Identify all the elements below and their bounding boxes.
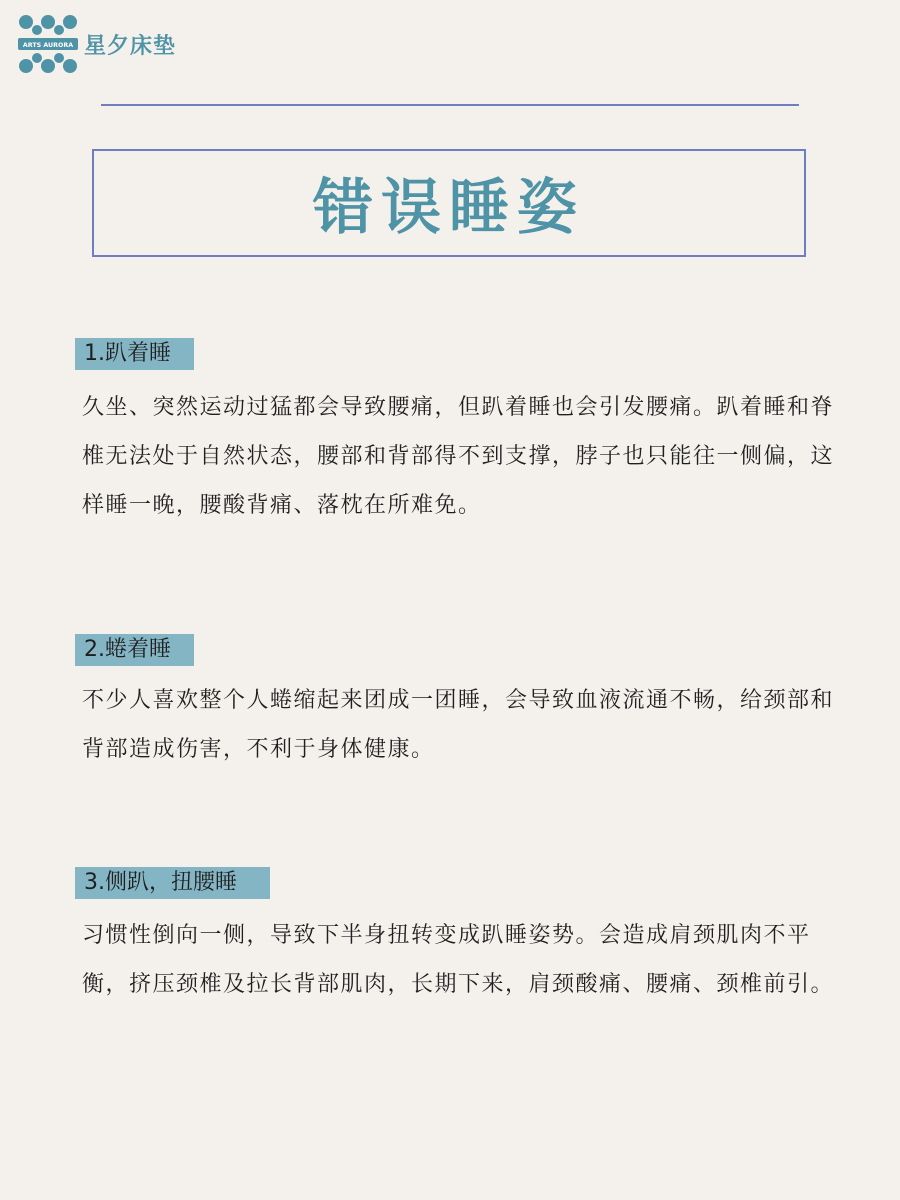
brand-logo-icon: [18, 14, 78, 74]
brand-logo-text: ARTS AURORA: [22, 42, 74, 49]
section-2-body: 不少人喜欢整个人蜷缩起来团成一团睡，会导致血液流通不畅，给颈部和背部造成伤害，不利于身体健康。: [82, 688, 835, 762]
section-1-heading: 1.趴着睡: [75, 338, 194, 370]
section-3-heading: 3.侧趴，扭腰睡: [75, 867, 270, 899]
brand-logo: [18, 14, 176, 74]
top-divider: [101, 104, 799, 106]
title-box: [92, 149, 806, 257]
page-title: 错误睡姿: [313, 173, 585, 243]
section-2-heading: 2.蜷着睡: [75, 634, 194, 666]
section-1-body: 久坐、突然运动过猛都会导致腰痛，但趴着睡也会引发腰痛。趴着睡和脊椎无法处于自然状态，腰部和背部得不到支撑，脖子也只能往一侧偏，这样睡一晚，腰酸背痛、落枕在所难免。: [82, 395, 835, 518]
brand-name: 星夕床垫: [84, 33, 177, 59]
section-3-body: 习惯性倒向一侧，导致下半身扭转变成趴睡姿势。会造成肩颈肌肉不平衡，挤压颈椎及拉长背部肌肉，长期下来，肩颈酸痛、腰痛、颈椎前引。: [82, 923, 835, 997]
